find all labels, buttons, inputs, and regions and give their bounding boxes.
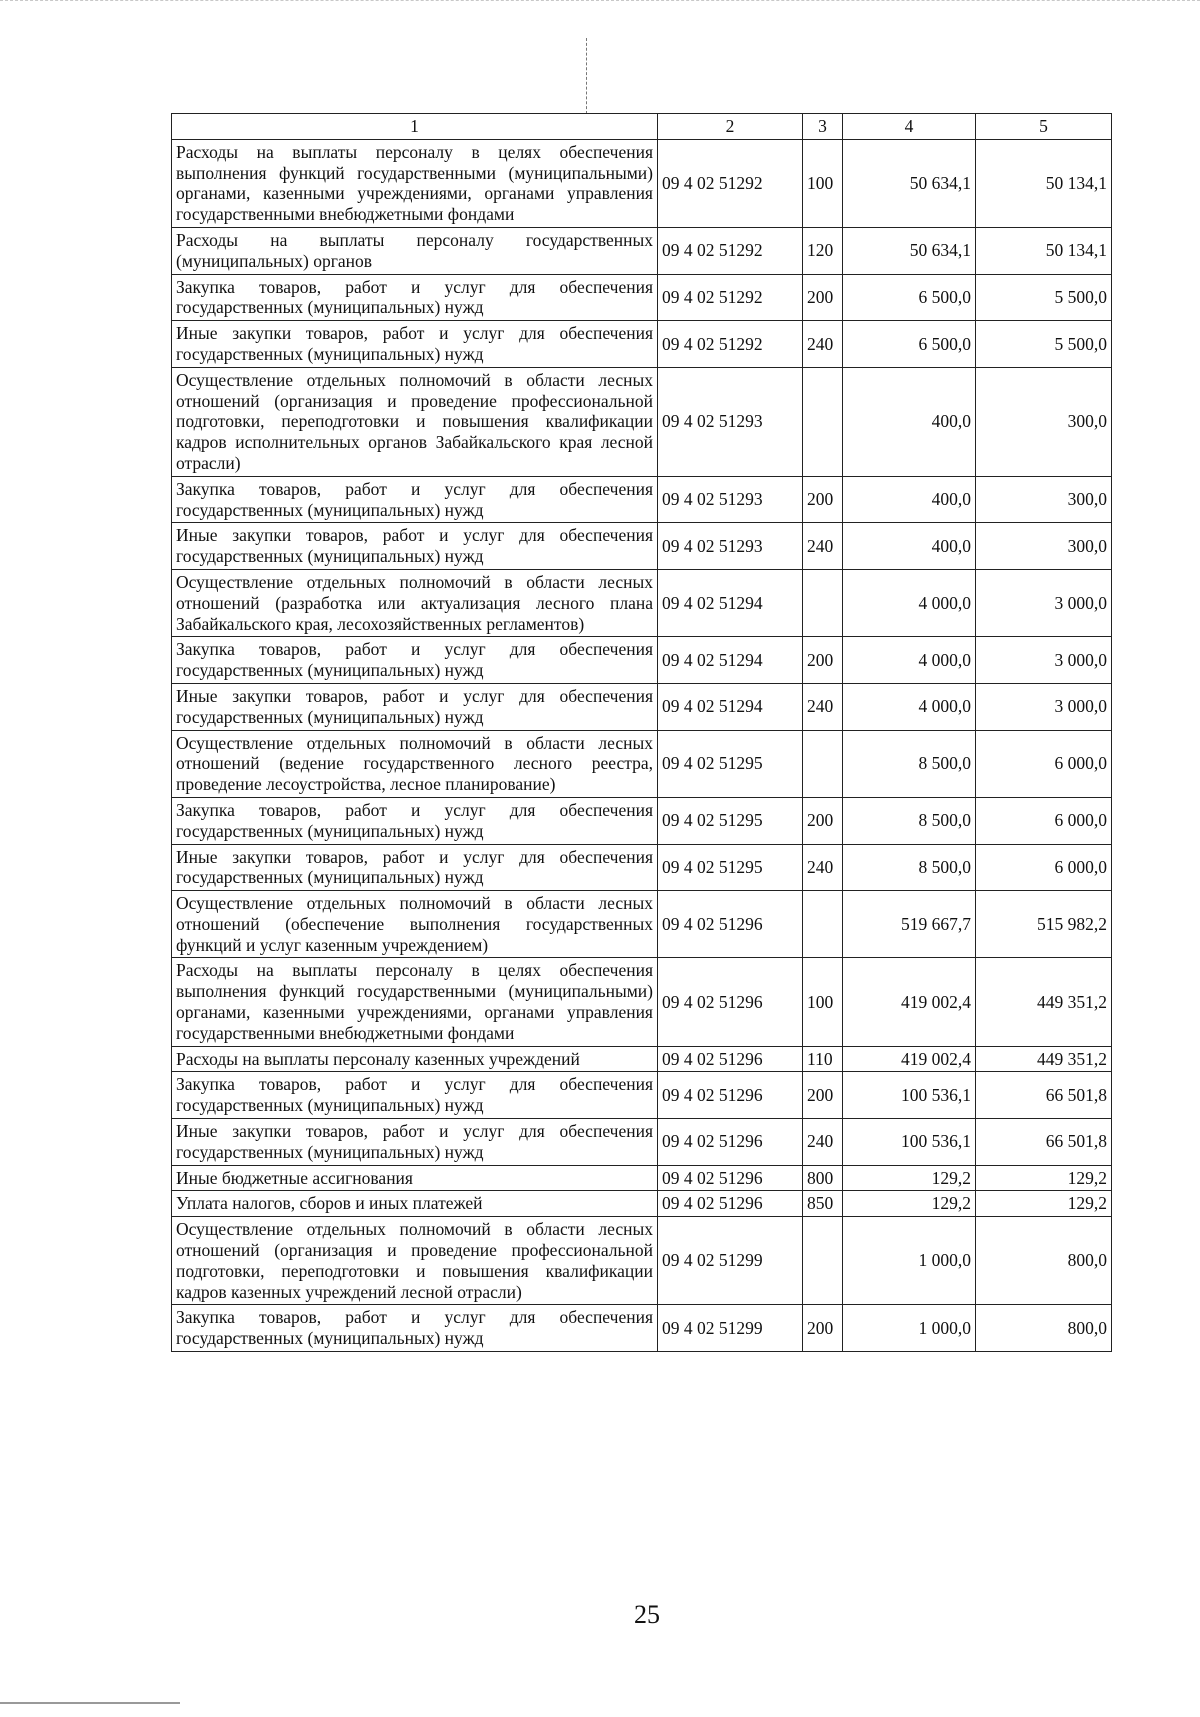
row-code-cell: 09 4 02 51294 (658, 569, 803, 636)
table-row (172, 683, 1112, 730)
row-vr-cell: 240 (803, 321, 843, 368)
row-col5-value: 66 501,8 (976, 1072, 1112, 1119)
row-vr-cell: 240 (803, 523, 843, 570)
row-name-cell: Иные закупки товаров, работ и услуг для обеспечения государственных (муниципальных) нужд (172, 683, 658, 730)
row-code-cell: 09 4 02 51296 (658, 1046, 803, 1072)
row-code-cell: 09 4 02 51292 (658, 321, 803, 368)
row-vr-cell: 120 (803, 227, 843, 274)
row-col5-value: 6 000,0 (976, 844, 1112, 891)
scan-guide-line (586, 38, 587, 114)
row-code-cell: 09 4 02 51292 (658, 274, 803, 321)
table-row (172, 1046, 1112, 1072)
row-col5-value: 3 000,0 (976, 683, 1112, 730)
row-col5-value: 300,0 (976, 476, 1112, 523)
row-name-cell: Закупка товаров, работ и услуг для обеспечения государственных (муниципальных) нужд (172, 1305, 658, 1352)
table-row (172, 1119, 1112, 1166)
table-row (172, 476, 1112, 523)
row-col5-value: 300,0 (976, 367, 1112, 476)
table-row (172, 1305, 1112, 1352)
scan-edge-top (0, 0, 1200, 3)
row-vr-cell: 200 (803, 1072, 843, 1119)
row-vr-cell: 200 (803, 476, 843, 523)
table-row (172, 367, 1112, 476)
row-col5-value: 66 501,8 (976, 1119, 1112, 1166)
table-row (172, 891, 1112, 958)
row-col5-value: 3 000,0 (976, 569, 1112, 636)
row-col5-value: 50 134,1 (976, 227, 1112, 274)
row-col4-value: 129,2 (843, 1165, 976, 1191)
row-col4-value: 519 667,7 (843, 891, 976, 958)
row-col5-value: 50 134,1 (976, 139, 1112, 227)
row-col5-value: 449 351,2 (976, 1046, 1112, 1072)
budget-table (171, 113, 1112, 1352)
row-name-cell: Иные закупки товаров, работ и услуг для обеспечения государственных (муниципальных) нужд (172, 844, 658, 891)
row-col5-value: 300,0 (976, 523, 1112, 570)
row-col5-value: 6 000,0 (976, 730, 1112, 797)
row-col4-value: 1 000,0 (843, 1305, 976, 1352)
row-name-cell: Иные бюджетные ассигнования (172, 1165, 658, 1191)
table-row (172, 730, 1112, 797)
row-col4-value: 6 500,0 (843, 274, 976, 321)
page-number: 25 (634, 1600, 660, 1629)
row-name-cell: Закупка товаров, работ и услуг для обеспечения государственных (муниципальных) нужд (172, 797, 658, 844)
row-col5-value: 5 500,0 (976, 321, 1112, 368)
row-col4-value: 419 002,4 (843, 958, 976, 1046)
row-vr-cell: 240 (803, 1119, 843, 1166)
row-code-cell: 09 4 02 51296 (658, 1119, 803, 1166)
row-vr-cell: 200 (803, 637, 843, 684)
row-col4-value: 129,2 (843, 1191, 976, 1217)
table-row (172, 321, 1112, 368)
row-col5-value: 800,0 (976, 1305, 1112, 1352)
row-col4-value: 419 002,4 (843, 1046, 976, 1072)
row-code-cell: 09 4 02 51293 (658, 476, 803, 523)
row-code-cell: 09 4 02 51299 (658, 1217, 803, 1305)
row-vr-cell: 800 (803, 1165, 843, 1191)
table-row (172, 637, 1112, 684)
row-vr-cell: 240 (803, 844, 843, 891)
row-col4-value: 400,0 (843, 476, 976, 523)
table-row (172, 227, 1112, 274)
row-name-cell: Осуществление отдельных полномочий в области лесных отношений (обеспечение выполнения государственных функций и услуг казенным учреждением) (172, 891, 658, 958)
row-vr-cell (803, 891, 843, 958)
row-code-cell: 09 4 02 51295 (658, 730, 803, 797)
row-col5-value: 515 982,2 (976, 891, 1112, 958)
row-col5-value: 5 500,0 (976, 274, 1112, 321)
row-col4-value: 4 000,0 (843, 569, 976, 636)
table-row (172, 274, 1112, 321)
row-col4-value: 1 000,0 (843, 1217, 976, 1305)
row-col5-value: 800,0 (976, 1217, 1112, 1305)
row-col4-value: 400,0 (843, 367, 976, 476)
row-name-cell: Иные закупки товаров, работ и услуг для обеспечения государственных (муниципальных) нужд (172, 1119, 658, 1166)
row-col5-value: 6 000,0 (976, 797, 1112, 844)
row-vr-cell: 110 (803, 1046, 843, 1072)
row-code-cell: 09 4 02 51293 (658, 367, 803, 476)
row-name-cell: Закупка товаров, работ и услуг для обеспечения государственных (муниципальных) нужд (172, 274, 658, 321)
row-code-cell: 09 4 02 51296 (658, 1191, 803, 1217)
header-col-4: 4 (843, 114, 976, 140)
row-name-cell: Осуществление отдельных полномочий в области лесных отношений (ведение государственного лесного реестра, проведение лесоустройства, лесное планирование) (172, 730, 658, 797)
row-col5-value: 449 351,2 (976, 958, 1112, 1046)
row-vr-cell: 200 (803, 274, 843, 321)
row-col4-value: 8 500,0 (843, 844, 976, 891)
row-name-cell: Закупка товаров, работ и услуг для обеспечения государственных (муниципальных) нужд (172, 1072, 658, 1119)
row-name-cell: Закупка товаров, работ и услуг для обеспечения государственных (муниципальных) нужд (172, 637, 658, 684)
header-col-5: 5 (976, 114, 1112, 140)
row-code-cell: 09 4 02 51294 (658, 637, 803, 684)
row-vr-cell: 100 (803, 958, 843, 1046)
scan-edge-bottom (0, 1702, 180, 1706)
row-vr-cell: 240 (803, 683, 843, 730)
row-name-cell: Расходы на выплаты персоналу в целях обеспечения выполнения функций государственными (муниципальными) органами, казенными учреждениями, органами управления государственными внебюджетными фондами (172, 958, 658, 1046)
row-code-cell: 09 4 02 51296 (658, 1072, 803, 1119)
row-vr-cell: 850 (803, 1191, 843, 1217)
row-name-cell: Расходы на выплаты персоналу казенных учреждений (172, 1046, 658, 1072)
row-col4-value: 4 000,0 (843, 683, 976, 730)
table-row (172, 958, 1112, 1046)
table-row (172, 1191, 1112, 1217)
row-code-cell: 09 4 02 51296 (658, 891, 803, 958)
row-name-cell: Осуществление отдельных полномочий в области лесных отношений (организация и проведение профессиональной подготовки, переподготовки и повышения квалификации кадров казенных учреждений лесной отрасли) (172, 1217, 658, 1305)
row-col4-value: 8 500,0 (843, 730, 976, 797)
row-code-cell: 09 4 02 51296 (658, 1165, 803, 1191)
row-col5-value: 3 000,0 (976, 637, 1112, 684)
table-row (172, 569, 1112, 636)
row-col4-value: 50 634,1 (843, 227, 976, 274)
row-vr-cell (803, 730, 843, 797)
row-vr-cell: 200 (803, 1305, 843, 1352)
row-name-cell: Осуществление отдельных полномочий в области лесных отношений (организация и проведение профессиональной подготовки, переподготовки и повышения квалификации кадров исполнительных органов Забайкальского края лесной отрасли) (172, 367, 658, 476)
row-code-cell: 09 4 02 51294 (658, 683, 803, 730)
row-vr-cell (803, 367, 843, 476)
row-code-cell: 09 4 02 51296 (658, 958, 803, 1046)
row-name-cell: Осуществление отдельных полномочий в области лесных отношений (разработка или актуализация лесного плана Забайкальского края, лесохозяйственных регламентов) (172, 569, 658, 636)
table-row (172, 523, 1112, 570)
row-col5-value: 129,2 (976, 1165, 1112, 1191)
row-name-cell: Закупка товаров, работ и услуг для обеспечения государственных (муниципальных) нужд (172, 476, 658, 523)
row-col4-value: 100 536,1 (843, 1072, 976, 1119)
row-code-cell: 09 4 02 51292 (658, 139, 803, 227)
row-col4-value: 100 536,1 (843, 1119, 976, 1166)
table-row (172, 1165, 1112, 1191)
row-vr-cell (803, 569, 843, 636)
budget-table-body (172, 114, 1112, 1352)
row-vr-cell: 100 (803, 139, 843, 227)
row-code-cell: 09 4 02 51292 (658, 227, 803, 274)
row-name-cell: Расходы на выплаты персоналу государственных (муниципальных) органов (172, 227, 658, 274)
table-row (172, 844, 1112, 891)
row-col4-value: 4 000,0 (843, 637, 976, 684)
row-vr-cell: 200 (803, 797, 843, 844)
row-col4-value: 8 500,0 (843, 797, 976, 844)
row-name-cell: Иные закупки товаров, работ и услуг для обеспечения государственных (муниципальных) нужд (172, 523, 658, 570)
table-row (172, 797, 1112, 844)
table-row (172, 139, 1112, 227)
row-col4-value: 400,0 (843, 523, 976, 570)
row-code-cell: 09 4 02 51295 (658, 844, 803, 891)
row-name-cell: Уплата налогов, сборов и иных платежей (172, 1191, 658, 1217)
table-header-row (172, 114, 1112, 140)
table-row (172, 1072, 1112, 1119)
row-col5-value: 129,2 (976, 1191, 1112, 1217)
row-vr-cell (803, 1217, 843, 1305)
table-row (172, 1217, 1112, 1305)
row-code-cell: 09 4 02 51299 (658, 1305, 803, 1352)
row-col4-value: 50 634,1 (843, 139, 976, 227)
row-code-cell: 09 4 02 51293 (658, 523, 803, 570)
header-col-2: 2 (658, 114, 803, 140)
row-name-cell: Расходы на выплаты персоналу в целях обеспечения выполнения функций государственными (муниципальными) органами, казенными учреждениями, органами управления государственными внебюджетными фондами (172, 139, 658, 227)
row-col4-value: 6 500,0 (843, 321, 976, 368)
row-code-cell: 09 4 02 51295 (658, 797, 803, 844)
header-col-3: 3 (803, 114, 843, 140)
header-col-1: 1 (172, 114, 658, 140)
row-name-cell: Иные закупки товаров, работ и услуг для обеспечения государственных (муниципальных) нужд (172, 321, 658, 368)
